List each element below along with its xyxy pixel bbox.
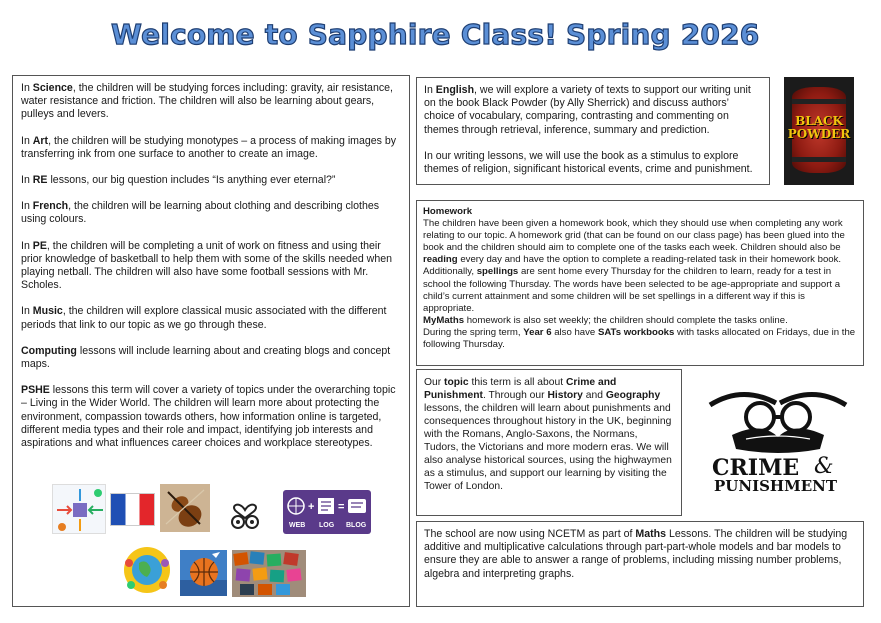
topic-box [416,369,682,516]
art-paragraph: In Art, the children will be studying monotypes – a process of making images by transferring ink from one surface to another to create an image. [21,134,397,160]
blog-icon-web: WEB [289,522,306,529]
english-box [416,77,770,185]
english-paragraph: In English, we will explore a variety of texts to support our writing unit on the book Black Powder (by Ally Sherrick) and discuss authors’ choice of vocabulary, comparing, contrasting and commenting on themes through retrieval, inference, summary and prediction. [424,84,751,136]
crime-logo-word2: PUNISHMENT [714,477,838,495]
blog-icon-equals: = [338,501,345,513]
page-title: Welcome to Sapphire Class! [111,18,558,51]
re-paragraph: In RE lessons, our big question includes “Is anything ever eternal?” [21,174,336,187]
french-flag-icon [110,493,155,526]
french-paragraph: In French, the children will be learning about clothing and describing clothes using colours. [21,200,380,226]
homework-heading: Homework [423,206,473,217]
globe-people-icon [121,545,173,595]
book-title-line1: BLACK [795,114,843,128]
homework-paragraph: The children have been given a homework book, which they should use when completing any work relating to our topic. A homework grid (that can be found on our class page) has been glued into the book and the children should aim to complete one of the tasks each week. Children should also be reading every day and have the option to complete a reading-related task in their homework book. Additionally, spellings are sent home every Thursday for the children to learn, ready for a test in school the following Thursday. The words have been selected to be age-appropriate and support a child’s current attainment and some children will be set spellings in a different way if this is appropriate. [423,218,845,314]
book-title-line2: POWDER [787,127,851,141]
basketball-icon [180,550,227,596]
sats-paragraph: During the spring term, Year 6 also have SATs workbooks with tasks allocated on Fridays, due in the following Thursday. [423,326,856,351]
crime-logo-word1: CRIME [712,455,800,481]
crime-and-punishment-logo [702,375,854,495]
maths-box [416,521,864,607]
monotype-prints-icon [232,550,306,597]
violin-icon [160,484,210,532]
maths-paragraph: The school are now using NCETM as part of Maths Lessons. The children will be studying additive and multiplicative calculations through part-part-whole models and bar models to ensure they are able to answer a range of problems, including missing number problems, algebra and interpreting graphs. [424,528,848,580]
blog-icon-plus: + [308,501,315,513]
pshe-paragraph: PSHE lessons this term will cover a variety of topics under the overarching topic – Living in the Wider World. The children will learn more about protecting the environment, compassion towards others, how information online is targeted, different media types and their role and impact, identifying job interests and aspirations and what influences career choices and workplace stereotypes. [21,384,396,450]
writing-paragraph: In our writing lessons, we will use the book as a stimulus to explore themes of religion, significant historical events, crime and punishment. [424,149,753,176]
blog-icon-blog: BLOG [346,522,367,529]
science-paragraph: In Science, the children will be studying forces including: gravity, air resistance, water resistance and friction. The children will also be learning about gears, pulleys and levers. [21,82,393,121]
topic-paragraph: Our topic this term is all about Crime and Punishment. Through our History and Geography lessons, the children will learn about punishments and consequences throughout history in the UK, beginning with the Romans, Anglo-Saxons, the Normans, Tudors, the Victorians and more modern eras. We will also analyse historical sources, using the highwaymen as a stimulus, and support our learning by visiting the Tower of London. [424,377,672,492]
term-title: Spring 2026 [566,18,760,51]
mymaths-paragraph: MyMaths homework is also set weekly; the children should complete the tasks online. [423,314,788,326]
crime-logo-amp: & [814,454,834,479]
pe-paragraph: In PE, the children will be completing a unit of work on fitness and using their prior knowledge of basketball to help them with some of the skills needed when playing netball. The children will also have some football sessions with Mr. Scholes. [21,239,392,292]
blog-icon [283,490,371,534]
black-powder-book-cover [784,77,854,185]
pshe-heart-icon [227,494,263,530]
blog-icon-log: LOG [319,522,335,529]
music-paragraph: In Music, the children will explore classical music associated with the different periods that link to our topic as we go through these. [21,305,387,331]
forces-icon [52,484,106,534]
computing-paragraph: Computing lessons will include learning about and creating blogs and concept maps. [21,344,391,371]
homework-box [416,200,864,366]
